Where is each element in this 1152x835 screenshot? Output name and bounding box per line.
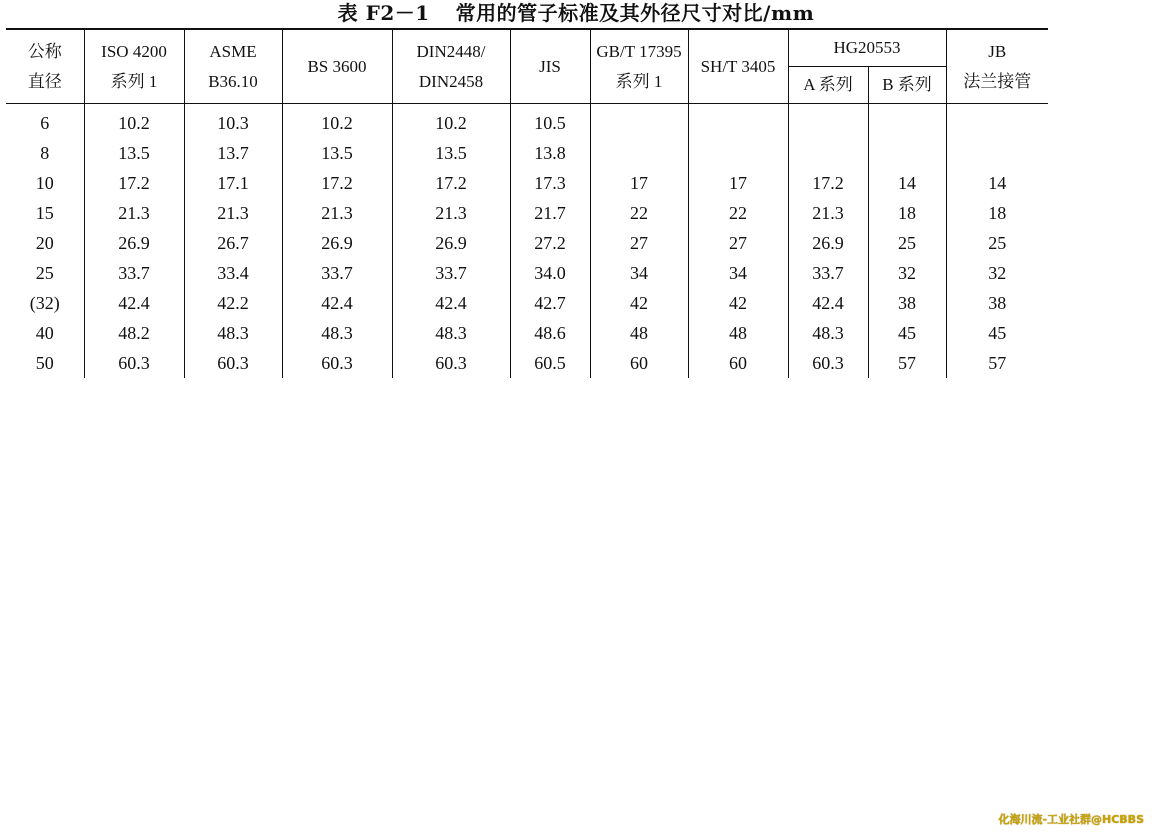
cell-hg-b [868, 138, 946, 168]
cell-gbt17395 [590, 104, 688, 139]
header-bs3600: BS 3600 [282, 29, 392, 104]
cell-nominal-diameter: 8 [40, 143, 50, 163]
cell-hg-b: 14 [868, 168, 946, 198]
header-iso4200: ISO 4200 系列 1 [84, 29, 184, 104]
cell-gbt17395: 60 [590, 348, 688, 378]
cell-jis: 34.0 [510, 258, 590, 288]
cell-nominal-diameter: 20 [35, 233, 54, 253]
watermark: 化海川流-工业社群@HCBBS [998, 813, 1144, 826]
cell-jb: 32 [946, 258, 1048, 288]
cell-iso4200: 13.5 [84, 138, 184, 168]
cell-jb: 18 [946, 198, 1048, 228]
header-asme: ASME B36.10 [184, 29, 282, 104]
cell-hg-a: 21.3 [788, 198, 868, 228]
cell-jb: 57 [946, 348, 1048, 378]
cell-iso4200: 21.3 [84, 198, 184, 228]
cell-gbt17395: 42 [590, 288, 688, 318]
cell-gbt17395 [590, 138, 688, 168]
cell-hg-b [868, 104, 946, 139]
cell-bs3600: 48.3 [282, 318, 392, 348]
cell-jb: 25 [946, 228, 1048, 258]
cell-din: 21.3 [392, 198, 510, 228]
cell-jis: 27.2 [510, 228, 590, 258]
cell-din: 10.2 [392, 104, 510, 139]
cell-bs3600: 33.7 [282, 258, 392, 288]
cell-hg-a: 60.3 [788, 348, 868, 378]
table-id: 表 F2－1 [337, 1, 430, 25]
table-row [6, 104, 1048, 139]
cell-sht3405: 42 [688, 288, 788, 318]
cell-asme: 60.3 [184, 348, 282, 378]
cell-iso4200: 17.2 [84, 168, 184, 198]
header-jis: JIS [510, 29, 590, 104]
cell-jb [946, 104, 1048, 139]
cell-sht3405: 34 [688, 258, 788, 288]
cell-iso4200: 42.4 [84, 288, 184, 318]
cell-hg-a: 26.9 [788, 228, 868, 258]
cell-bs3600: 17.2 [282, 168, 392, 198]
cell-asme: 26.7 [184, 228, 282, 258]
cell-bs3600: 13.5 [282, 138, 392, 168]
cell-din: 60.3 [392, 348, 510, 378]
header-hg-a-series: A 系列 [788, 67, 868, 104]
cell-nominal-diameter: 40 [35, 323, 54, 343]
cell-din: 33.7 [392, 258, 510, 288]
cell-jb: 38 [946, 288, 1048, 318]
cell-jb: 45 [946, 318, 1048, 348]
cell-gbt17395: 22 [590, 198, 688, 228]
table-row [6, 138, 1048, 168]
cell-gbt17395: 17 [590, 168, 688, 198]
cell-din: 42.4 [392, 288, 510, 318]
cell-sht3405 [688, 138, 788, 168]
cell-din: 17.2 [392, 168, 510, 198]
cell-asme: 10.3 [184, 104, 282, 139]
cell-hg-a: 42.4 [788, 288, 868, 318]
cell-asme: 17.1 [184, 168, 282, 198]
cell-gbt17395: 48 [590, 318, 688, 348]
cell-sht3405: 17 [688, 168, 788, 198]
cell-jis: 21.7 [510, 198, 590, 228]
cell-hg-b: 38 [868, 288, 946, 318]
cell-sht3405: 27 [688, 228, 788, 258]
cell-bs3600: 10.2 [282, 104, 392, 139]
cell-bs3600: 42.4 [282, 288, 392, 318]
cell-nominal-diameter: 15 [35, 203, 54, 223]
header-hg-b-series: B 系列 [868, 67, 946, 104]
table-row [6, 198, 1048, 228]
cell-nominal-diameter: 50 [35, 353, 54, 373]
cell-nominal-diameter: 10 [35, 173, 54, 193]
table-body [6, 104, 1048, 379]
cell-hg-b: 25 [868, 228, 946, 258]
cell-hg-a: 17.2 [788, 168, 868, 198]
cell-hg-b: 45 [868, 318, 946, 348]
cell-jb: 14 [946, 168, 1048, 198]
cell-hg-b: 57 [868, 348, 946, 378]
table-row [6, 168, 1048, 198]
header-nominal-diameter: 公称 直径 [6, 29, 84, 104]
table-row [6, 258, 1048, 288]
cell-gbt17395: 27 [590, 228, 688, 258]
cell-din: 26.9 [392, 228, 510, 258]
cell-sht3405 [688, 104, 788, 139]
cell-gbt17395: 34 [590, 258, 688, 288]
cell-sht3405: 48 [688, 318, 788, 348]
cell-sht3405: 60 [688, 348, 788, 378]
cell-jis: 13.8 [510, 138, 590, 168]
cell-din: 13.5 [392, 138, 510, 168]
header-din: DIN2448/ DIN2458 [392, 29, 510, 104]
header-gbt17395: GB/T 17395 系列 1 [590, 29, 688, 104]
cell-hg-b: 18 [868, 198, 946, 228]
cell-nominal-diameter: 6 [40, 113, 50, 133]
cell-hg-a: 48.3 [788, 318, 868, 348]
cell-hg-a: 33.7 [788, 258, 868, 288]
cell-asme: 48.3 [184, 318, 282, 348]
table-title [0, 0, 1152, 26]
cell-iso4200: 33.7 [84, 258, 184, 288]
cell-bs3600: 21.3 [282, 198, 392, 228]
cell-jis: 60.5 [510, 348, 590, 378]
table-row [6, 318, 1048, 348]
cell-nominal-diameter: 25 [35, 263, 54, 283]
table-caption: 常用的管子标准及其外径尺寸对比/mm [455, 1, 815, 25]
cell-iso4200: 60.3 [84, 348, 184, 378]
cell-jb [946, 138, 1048, 168]
cell-iso4200: 10.2 [84, 104, 184, 139]
cell-nominal-diameter: (32) [29, 293, 60, 313]
cell-hg-a [788, 104, 868, 139]
cell-asme: 21.3 [184, 198, 282, 228]
cell-sht3405: 22 [688, 198, 788, 228]
cell-hg-a [788, 138, 868, 168]
cell-bs3600: 26.9 [282, 228, 392, 258]
cell-asme: 33.4 [184, 258, 282, 288]
header-hg20553: HG20553 [788, 29, 946, 67]
pipe-od-comparison-table [6, 28, 1048, 378]
cell-jis: 10.5 [510, 104, 590, 139]
cell-jis: 42.7 [510, 288, 590, 318]
cell-asme: 42.2 [184, 288, 282, 318]
table-row [6, 228, 1048, 258]
cell-iso4200: 26.9 [84, 228, 184, 258]
cell-jis: 17.3 [510, 168, 590, 198]
cell-iso4200: 48.2 [84, 318, 184, 348]
cell-din: 48.3 [392, 318, 510, 348]
header-jb-flange: JB 法兰接管 [946, 29, 1048, 104]
header-sht3405: SH/T 3405 [688, 29, 788, 104]
table-row [6, 348, 1048, 378]
cell-bs3600: 60.3 [282, 348, 392, 378]
cell-jis: 48.6 [510, 318, 590, 348]
cell-asme: 13.7 [184, 138, 282, 168]
cell-hg-b: 32 [868, 258, 946, 288]
table-row [6, 288, 1048, 318]
